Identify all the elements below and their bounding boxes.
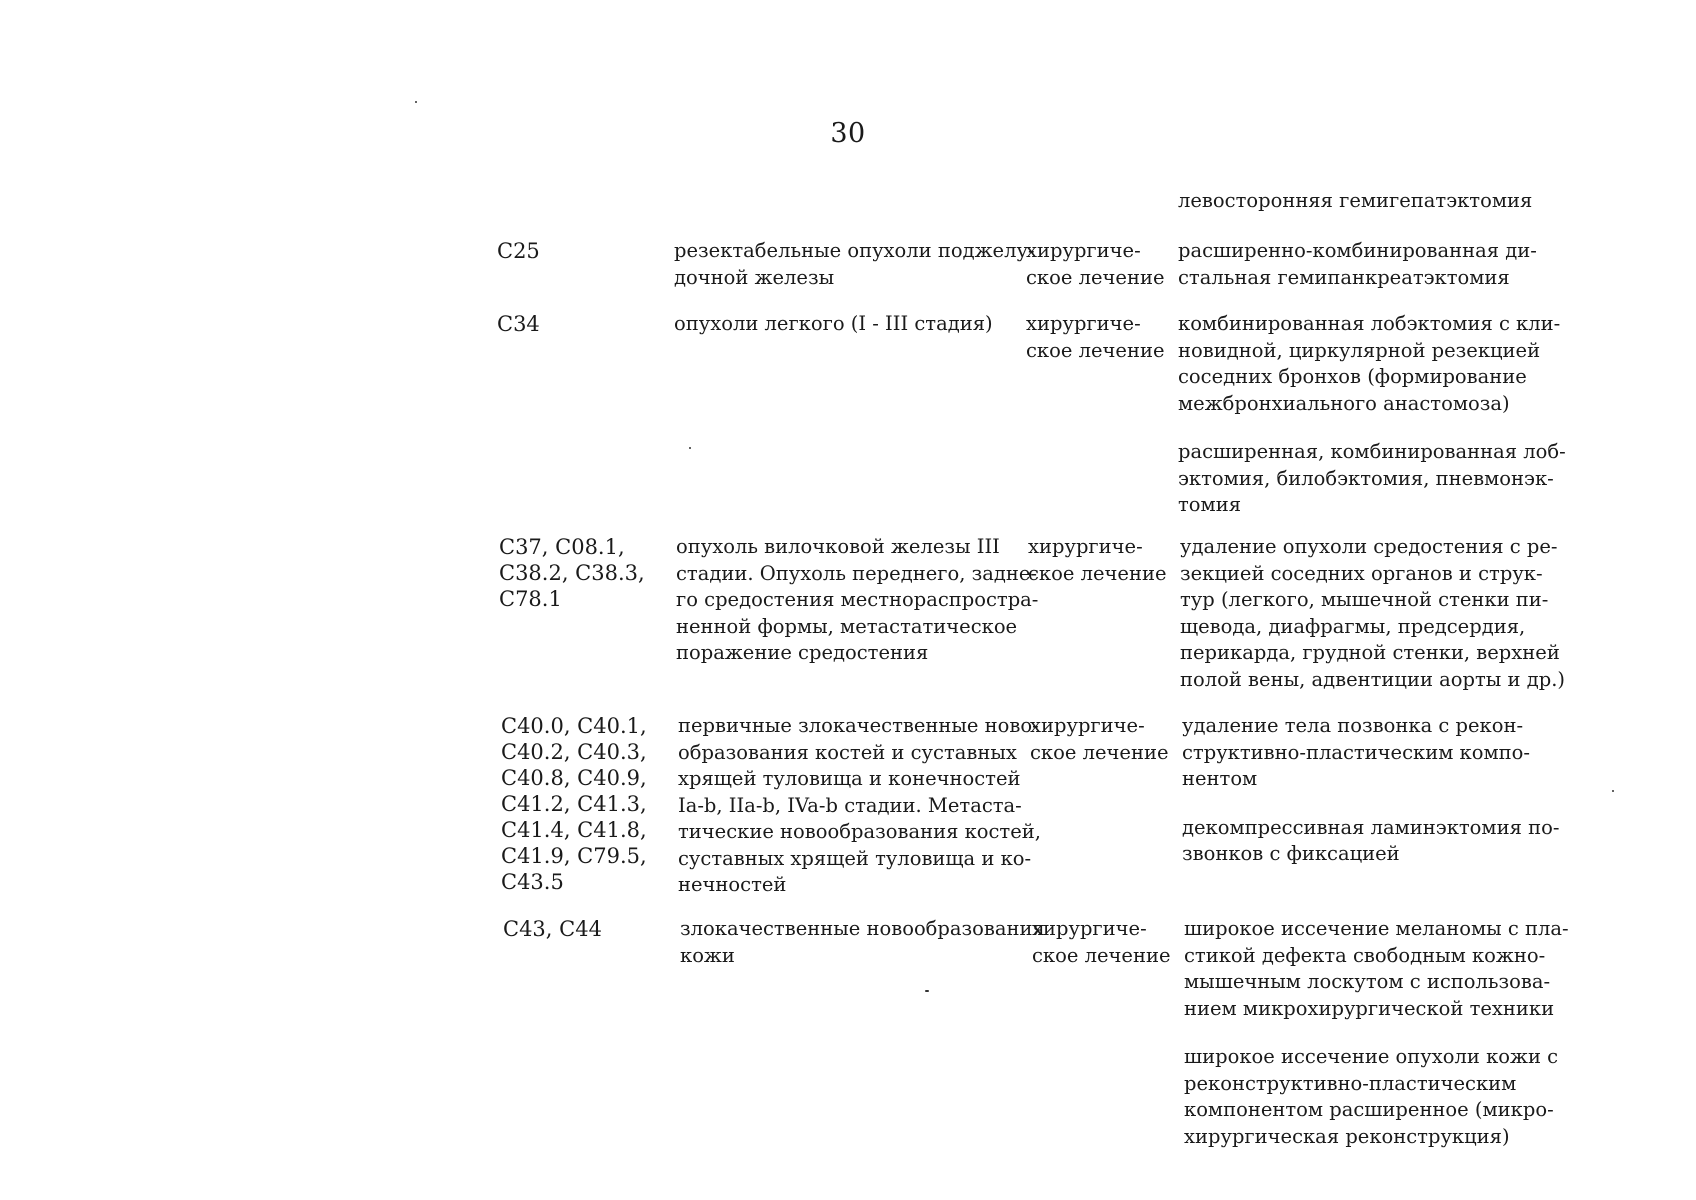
treatment-type-cell [1026,238,1176,291]
icd-code-cell-line: С43, С44 [503,917,602,941]
diagnosis-cell-line: образования костей и суставных [678,740,1017,764]
method-line: соседних бронхов (формирование [1178,365,1527,388]
method-line: расширенно-комбинированная ди- [1178,239,1537,262]
method-line: межбронхиального анастомоза) [1178,391,1510,415]
treatment-type-cell-line: ское лечение [1026,338,1165,362]
method-line: нентом [1182,767,1258,790]
treatment-type-cell-line: хирургиче- [1026,239,1141,262]
treatment-type-cell-line: ское лечение [1026,265,1165,289]
icd-code-cell-line: С25 [497,239,540,263]
icd-code-cell-line: С41.9, С79.5, [501,844,647,868]
treatment-type-cell-line: хирургиче- [1028,535,1143,558]
treatment-type-cell-line: хирургиче- [1026,312,1141,335]
diagnosis-cell-line: первичные злокачественные ново- [678,714,1039,737]
treatment-method-cell [1184,916,1569,1150]
scan-speck [689,447,691,449]
icd-code-cell-line: С41.2, С41.3, [501,792,647,816]
icd-code-cell [499,534,659,612]
scan-speck [415,101,417,103]
diagnosis-cell [680,916,1045,969]
method-line: эктомия, билобэктомия, пневмонэк- [1178,466,1554,490]
method-line: широкое иссечение опухоли кожи с [1184,1045,1559,1068]
method-line: стальная гемипанкреатэктомия [1178,265,1510,289]
method-line: звонков с фиксацией [1182,842,1400,865]
treatment-type-cell-line: хирургиче- [1030,714,1145,737]
diagnosis-cell-line: Ia-b, IIa-b, IVa-b стадии. Метаста- [678,793,1022,817]
method-line: тур (легкого, мышечной стенки пи- [1180,588,1549,611]
method-line: удаление опухоли средостения с ре- [1180,535,1558,558]
method-paragraph [1178,439,1566,519]
diagnosis-cell-line: опухоли легкого (I - III стадия) [674,312,993,335]
icd-code-cell [497,238,657,264]
method-line: комбинированная лобэктомия с кли- [1178,312,1561,335]
method-line: полой вены, адвентиции аорты и др.) [1180,667,1566,691]
icd-code-cell-line: С40.2, С40.3, [501,740,647,764]
method-paragraph [1178,188,1558,215]
diagnosis-cell-line: ненной формы, метастатическое [676,614,1018,638]
diagnosis-cell [674,311,1022,338]
treatment-type-cell [1028,534,1178,587]
treatment-method-cell [1182,713,1562,868]
treatment-method-cell [1178,238,1558,291]
method-line: зекцией соседних органов и струк- [1180,561,1543,585]
diagnosis-cell-line: резектабельные опухоли поджелу- [674,239,1035,262]
method-line: мышечным лоскутом с использова- [1184,970,1551,993]
page-number: 30 [830,118,866,149]
diagnosis-cell-line: дочной железы [674,265,835,289]
method-paragraph [1178,311,1561,417]
treatment-type-cell [1026,311,1176,364]
diagnosis-cell-line: го средостения местнораспростра- [676,588,1039,611]
icd-code-cell [503,916,663,942]
method-line: новидной, циркулярной резекцией [1178,338,1541,362]
treatment-type-cell-line: ское лечение [1030,740,1169,764]
treatment-type-cell [1032,916,1182,969]
treatment-method-cell [1180,534,1566,693]
method-paragraph [1184,916,1569,1022]
method-line: удаление тела позвонка с рекон- [1182,714,1524,737]
icd-code-cell-line: С40.8, С40.9, [501,766,647,790]
diagnosis-cell-line: стадии. Опухоль переднего, задне- [676,561,1037,585]
icd-code-cell-line: С37, С08.1, [499,535,625,559]
diagnosis-cell [676,534,1039,667]
method-line: нием микрохирургической техники [1184,996,1555,1020]
method-paragraph [1178,238,1558,291]
method-line: расширенная, комбинированная лоб- [1178,440,1566,463]
diagnosis-cell-line: поражение средостения [676,641,929,664]
icd-code-cell-line: С41.4, С41.8, [501,818,647,842]
icd-code-cell [501,713,661,895]
diagnosis-cell-line: тические новообразования костей, [678,820,1041,843]
treatment-method-cell [1178,188,1558,215]
method-line: декомпрессивная ламинэктомия по- [1182,815,1560,839]
diagnosis-cell [674,238,1035,291]
method-paragraph [1180,534,1566,693]
diagnosis-cell [678,713,1041,899]
method-line: компонентом расширенное (микро- [1184,1098,1554,1121]
icd-code-cell-line: С38.2, С38.3, [499,561,645,585]
diagnosis-cell-line: нечностей [678,873,787,896]
diagnosis-cell-line: опухоль вилочковой железы III [676,535,1000,558]
scan-speck [1612,790,1614,792]
method-line: стикой дефекта свободным кожно- [1184,943,1546,967]
method-paragraph [1184,1044,1564,1150]
method-line: щевода, диафрагмы, предсердия, [1180,614,1526,638]
icd-code-cell-line: С34 [497,312,540,336]
scan-speck [925,990,929,992]
icd-code-cell-line: С78.1 [499,587,562,611]
diagnosis-cell-line: кожи [680,943,735,967]
method-paragraph [1182,713,1562,793]
diagnosis-cell-line: суставных хрящей туловища и ко- [678,846,1032,870]
method-line: перикарда, грудной стенки, верхней [1180,641,1560,664]
icd-code-cell-line: С40.0, С40.1, [501,714,647,738]
treatment-type-cell [1030,713,1180,766]
method-line: реконструктивно-пластическим [1184,1071,1517,1095]
treatment-type-cell-line: ское лечение [1032,943,1171,967]
icd-code-cell-line: С43.5 [501,870,564,894]
treatment-type-cell-line: хирургиче- [1032,917,1147,940]
method-line: широкое иссечение меланомы с пла- [1184,917,1569,940]
icd-code-cell [497,311,657,337]
method-line: хирургическая реконструкция) [1184,1124,1510,1148]
treatment-type-cell-line: ское лечение [1028,561,1167,585]
diagnosis-cell-line: хрящей туловища и конечностей [678,767,1021,790]
method-line: структивно-пластическим компо- [1182,740,1530,764]
method-line: левосторонняя гемигепатэктомия [1178,189,1533,212]
method-paragraph [1182,815,1562,868]
treatment-method-cell [1178,311,1566,519]
diagnosis-cell-line: злокачественные новообразования [680,917,1045,940]
method-line: томия [1178,493,1241,516]
